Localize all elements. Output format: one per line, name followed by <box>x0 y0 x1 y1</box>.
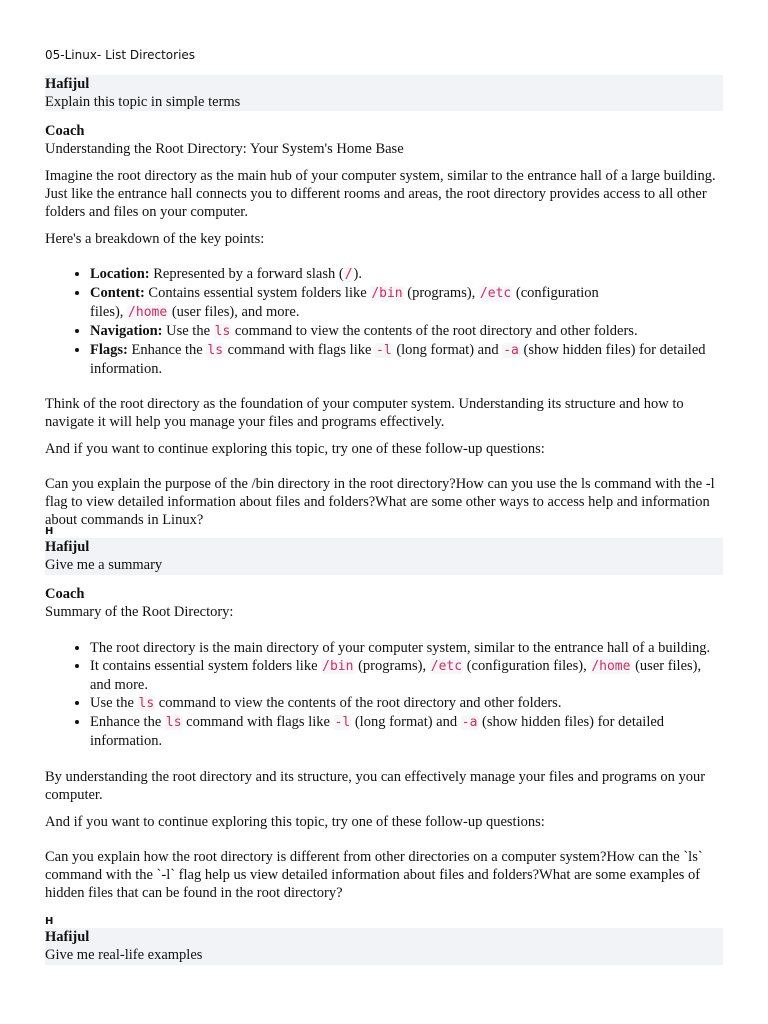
user-message <box>45 75 723 111</box>
user-message <box>45 928 723 965</box>
bullet-text: (show hidden files) for detailed information. <box>90 342 706 377</box>
inline-code: /bin <box>371 286 403 301</box>
speaker-name: Coach <box>45 586 85 602</box>
list-item <box>90 657 723 694</box>
bullet-label: Location: <box>90 266 150 282</box>
bullet-text: Use the <box>90 695 138 711</box>
list-item <box>90 694 723 713</box>
speaker-name: Coach <box>45 123 85 139</box>
followup-intro: And if you want to continue exploring this topic, try one of these follow-up questions: <box>45 814 545 830</box>
bullet-text: Enhance the <box>127 342 207 358</box>
followup-questions[interactable]: Can you explain the purpose of the /bin directory in the root directory?How can you use the ls command with the -l flag to view detailed information about files and folders?What are some other ways to access help and information about commands in Linux? <box>45 476 715 528</box>
message-text: Give me real-life examples <box>45 947 203 963</box>
user-message <box>45 538 723 575</box>
bullet-text: (user files), and more. <box>168 304 300 320</box>
list-item <box>90 341 723 378</box>
summary-list <box>45 639 723 750</box>
inline-code: /home <box>128 305 168 320</box>
user-avatar: H <box>45 916 54 927</box>
inline-code: /home <box>591 659 631 674</box>
bullet-text: (programs), <box>354 658 430 674</box>
message-paragraph: Imagine the root directory as the main hub of your computer system, similar to the entrance hall of a large building. Just like the entrance hall connects you to different rooms and areas, the root directory provides access to all other folders and files on your computer. <box>45 168 716 220</box>
inline-code: ls <box>207 343 224 358</box>
inline-code: -a <box>461 715 478 730</box>
bullet-text: (user files), and more. <box>90 658 702 693</box>
message-paragraph: Think of the root directory as the foundation of your computer system. Understanding its structure and how to navigate it will help you manage your files and programs effectively. <box>45 396 684 430</box>
bullet-text: command with flags like <box>182 714 334 730</box>
followup-intro: And if you want to continue exploring this topic, try one of these follow-up questions: <box>45 441 545 457</box>
list-item <box>90 322 723 341</box>
inline-code: /etc <box>430 659 463 674</box>
inline-code: ls <box>138 696 155 711</box>
list-item <box>90 284 723 322</box>
list-item <box>90 713 723 750</box>
key-points-list <box>45 265 723 378</box>
bullet-text: Represented by a forward slash ( <box>149 266 344 282</box>
bullet-text: Contains essential system folders like <box>144 285 371 301</box>
bullet-text: ). <box>353 266 362 282</box>
bullet-text: command to view the contents of the root directory and other folders. <box>155 695 562 711</box>
bullet-label: Content: <box>90 285 145 301</box>
inline-code: -a <box>503 343 519 358</box>
inline-code: /bin <box>322 659 354 674</box>
user-avatar: H <box>45 526 54 537</box>
bullet-text: command with flags like <box>224 342 376 358</box>
bullet-text: (long format) and <box>351 714 461 730</box>
inline-code: /etc <box>479 286 512 301</box>
bullet-text: (programs), <box>403 285 479 301</box>
inline-code: ls <box>165 715 182 730</box>
message-heading: Summary of the Root Directory: <box>45 604 234 620</box>
message-heading: Understanding the Root Directory: Your System's Home Base <box>45 141 404 157</box>
inline-code: -l <box>334 715 351 730</box>
bullet-label: Flags: <box>90 342 128 358</box>
document-title: 05-Linux- List Directories <box>45 48 196 62</box>
bullet-text: (long format) and <box>392 342 503 358</box>
coach-message <box>45 585 723 902</box>
list-item <box>90 265 723 284</box>
speaker-name: Hafijul <box>45 539 90 555</box>
message-text: Give me a summary <box>45 557 163 573</box>
bullet-text: command to view the contents of the root directory and other folders. <box>231 323 638 339</box>
bullet-text: (configuration files), <box>463 658 591 674</box>
bullet-text: Enhance the <box>90 714 165 730</box>
speaker-name: Hafijul <box>45 76 90 92</box>
bullet-text: It contains essential system folders like <box>90 658 322 674</box>
bullet-text: (show hidden files) for detailed information. <box>90 714 665 749</box>
followup-questions[interactable]: Can you explain how the root directory is different from other directories on a computer system?How can the `ls` command with the `-l` flag help us view detailed information about files and folders?What are some examples of hidden files that can be found in the root directory? <box>45 849 703 901</box>
inline-code: / <box>344 267 353 282</box>
message-paragraph: By understanding the root directory and its structure, you can effectively manage your files and programs on your computer. <box>45 769 706 803</box>
coach-message <box>45 122 723 529</box>
list-item: • The root directory is the main directory of your computer system, similar to the entrance hall of a building. <box>90 639 723 657</box>
message-text: Explain this topic in simple terms <box>45 94 241 110</box>
message-paragraph: Here's a breakdown of the key points: <box>45 231 265 247</box>
speaker-name: Hafijul <box>45 929 90 945</box>
bullet-text: Use the <box>162 323 214 339</box>
inline-code: -l <box>376 343 392 358</box>
bullet-text: (configuration files), <box>90 285 599 320</box>
bullet-label: Navigation: <box>90 323 163 339</box>
inline-code: ls <box>214 324 231 339</box>
